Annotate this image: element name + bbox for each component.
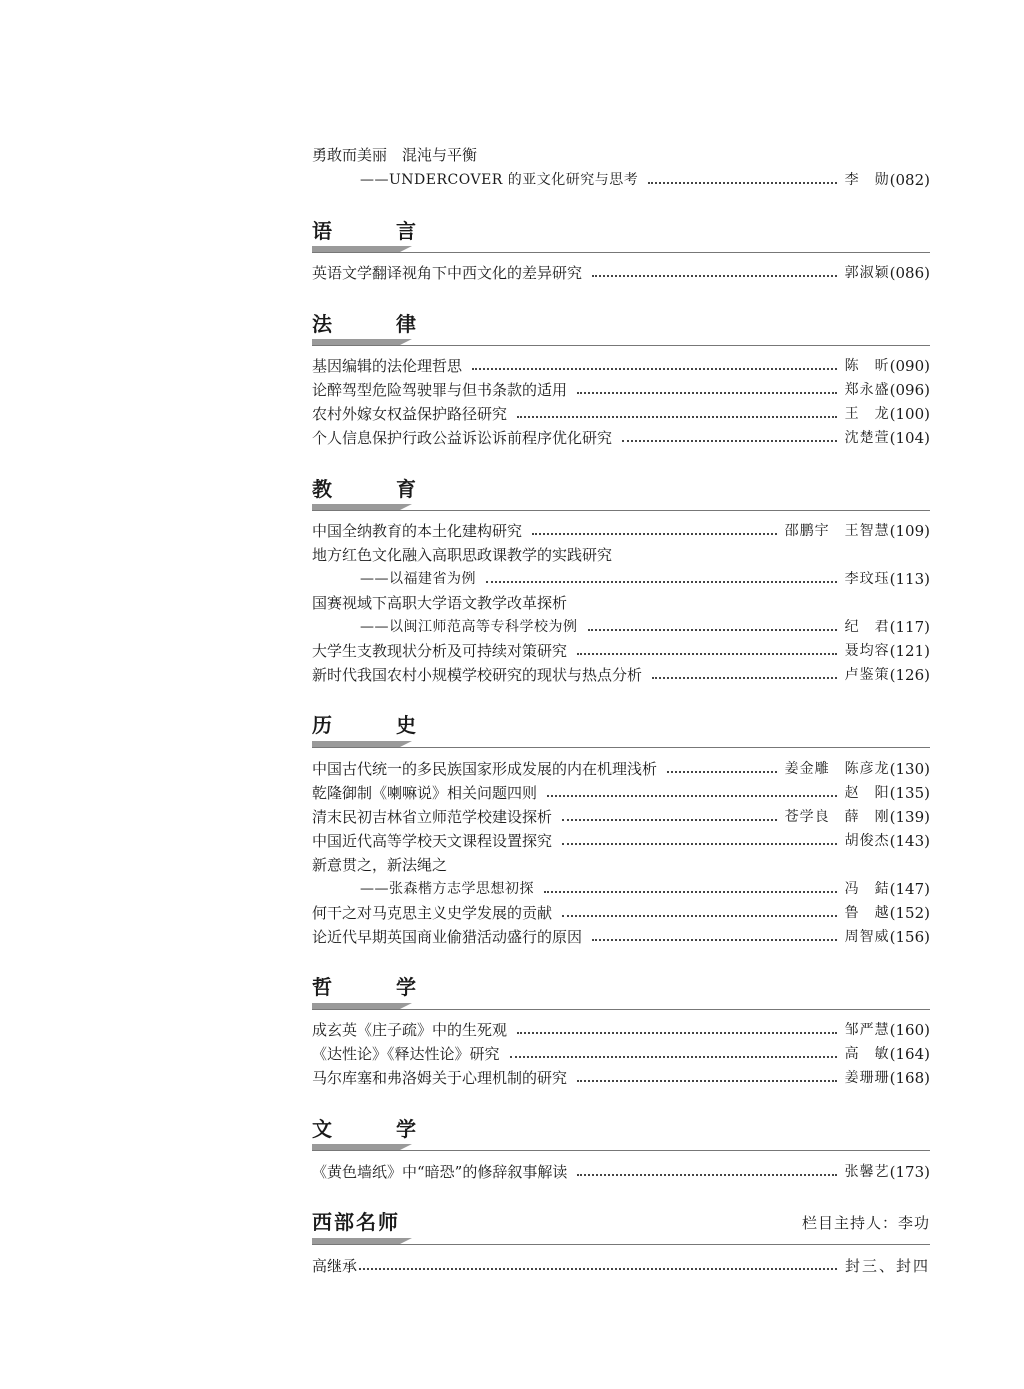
toc-entry[interactable] bbox=[312, 663, 930, 687]
entry-title: 成玄英《庄子疏》中的生死观 bbox=[312, 1021, 508, 1039]
dot-leader bbox=[592, 939, 837, 941]
section-rule bbox=[312, 246, 930, 254]
dot-leader bbox=[577, 653, 837, 655]
section-title-philosophy: 哲 学 bbox=[312, 975, 438, 999]
entry-title: 中国近代高等学校天文课程设置探究 bbox=[312, 832, 553, 850]
toc-entry[interactable] bbox=[312, 805, 930, 829]
entry-author: 姜金雕 陈彦龙 bbox=[784, 761, 890, 777]
toc-entry-sub[interactable] bbox=[312, 615, 930, 639]
entry-page: (126) bbox=[889, 666, 930, 684]
toc-entry[interactable] bbox=[312, 1160, 930, 1184]
section-title-education: 教 育 bbox=[312, 477, 438, 501]
entry-page: 封三、封四 bbox=[844, 1257, 930, 1275]
entry-title: 《达性论》《释达性论》研究 bbox=[312, 1045, 500, 1063]
entry-author: 聂均容 bbox=[844, 643, 890, 659]
entry-title: 新意贯之，新法绳之 bbox=[312, 856, 448, 874]
section-rule bbox=[312, 339, 930, 347]
entry-author: 冯 銡 bbox=[844, 881, 890, 897]
entry-title: 论醉驾型危险驾驶罪与但书条款的适用 bbox=[312, 381, 568, 399]
entry-page: (113) bbox=[889, 570, 930, 588]
toc-entry-intro-sub[interactable] bbox=[312, 168, 930, 192]
dot-leader bbox=[577, 1174, 836, 1176]
entry-author: 高 敏 bbox=[844, 1046, 890, 1062]
toc-entry[interactable] bbox=[312, 757, 930, 781]
entry-page: (135) bbox=[889, 784, 930, 802]
toc-entry[interactable] bbox=[312, 1018, 930, 1042]
entry-page: (152) bbox=[889, 904, 930, 922]
section-title-literature: 文 学 bbox=[312, 1117, 438, 1141]
entry-author: 李玟珏 bbox=[844, 571, 890, 587]
toc-entry[interactable] bbox=[312, 543, 930, 567]
entry-author: 邹严慧 bbox=[844, 1022, 890, 1038]
entry-title: 清末民初吉林省立师范学校建设探析 bbox=[312, 808, 553, 826]
dot-leader bbox=[648, 182, 836, 184]
entry-page: (164) bbox=[889, 1045, 930, 1063]
entry-author: 纪 君 bbox=[844, 619, 890, 635]
entry-title: 中国古代统一的多民族国家形成发展的内在机理浅析 bbox=[312, 760, 658, 778]
dot-leader bbox=[510, 1056, 837, 1058]
entry-page: (109) bbox=[889, 522, 930, 540]
entry-author: 胡俊杰 bbox=[844, 833, 890, 849]
toc-entry[interactable] bbox=[312, 781, 930, 805]
entry-title: 农村外嫁女权益保护路径研究 bbox=[312, 405, 508, 423]
toc-entry[interactable] bbox=[312, 354, 930, 378]
dot-leader bbox=[577, 392, 837, 394]
entry-subtitle: ——以闽江师范高等专科学校为例 bbox=[360, 619, 578, 635]
dot-leader bbox=[652, 677, 837, 679]
entry-author: 陈 昕 bbox=[844, 358, 890, 374]
toc-entry[interactable] bbox=[312, 829, 930, 853]
entry-author: 郑永盛 bbox=[844, 382, 890, 398]
entry-title: 论近代早期英国商业偷猎活动盛行的原因 bbox=[312, 928, 583, 946]
section-title-history: 历 史 bbox=[312, 713, 438, 737]
section-rule bbox=[312, 1144, 930, 1152]
toc-entry[interactable] bbox=[312, 591, 930, 615]
entry-page: (090) bbox=[889, 357, 930, 375]
toc-entry[interactable] bbox=[312, 1254, 930, 1278]
entry-author: 李 勋 bbox=[844, 172, 890, 188]
entry-title: 新时代我国农村小规模学校研究的现状与热点分析 bbox=[312, 666, 643, 684]
entry-page: (139) bbox=[889, 808, 930, 826]
entry-page: (086) bbox=[889, 264, 930, 282]
section-title-western-teachers: 西部名师 bbox=[312, 1210, 400, 1234]
section-title-language: 语 言 bbox=[312, 219, 438, 243]
dot-leader bbox=[622, 440, 837, 442]
entry-title: 基因编辑的法伦理哲思 bbox=[312, 357, 463, 375]
entry-title: 乾隆御制《喇嘛说》相关问题四则 bbox=[312, 784, 538, 802]
entry-title: 何干之对马克思主义史学发展的贡献 bbox=[312, 904, 553, 922]
entry-title: 个人信息保护行政公益诉讼诉前程序优化研究 bbox=[312, 429, 613, 447]
section-host: 栏目主持人：李功 bbox=[801, 1214, 930, 1232]
dot-leader bbox=[592, 275, 837, 277]
toc-entry[interactable] bbox=[312, 378, 930, 402]
dot-leader bbox=[577, 1080, 837, 1082]
dot-leader bbox=[562, 819, 777, 821]
entry-page: (173) bbox=[889, 1163, 930, 1181]
entry-page: (130) bbox=[889, 760, 930, 778]
entry-page: (100) bbox=[889, 405, 930, 423]
entry-page: (168) bbox=[889, 1069, 930, 1087]
entry-title: 《黄色墙纸》中“暗恐”的修辞叙事解读 bbox=[312, 1163, 568, 1181]
toc-entry-intro[interactable] bbox=[312, 143, 930, 167]
toc-entry[interactable] bbox=[312, 1066, 930, 1090]
entry-author: 沈楚萱 bbox=[844, 430, 890, 446]
entry-author: 周智威 bbox=[844, 929, 890, 945]
entry-author: 张馨艺 bbox=[844, 1164, 890, 1180]
dot-leader bbox=[359, 1268, 837, 1270]
toc-entry[interactable] bbox=[312, 925, 930, 949]
entry-page: (160) bbox=[889, 1021, 930, 1039]
entry-author: 邵鹏宇 王智慧 bbox=[784, 523, 890, 539]
toc-entry[interactable] bbox=[312, 1042, 930, 1066]
entry-page: (104) bbox=[889, 429, 930, 447]
entry-subtitle: ——张森楷方志学思想初探 bbox=[360, 881, 534, 897]
section-rule bbox=[312, 1003, 930, 1011]
dot-leader bbox=[544, 891, 837, 893]
entry-author: 姜珊珊 bbox=[844, 1070, 890, 1086]
entry-page: (143) bbox=[889, 832, 930, 850]
entry-page: (156) bbox=[889, 928, 930, 946]
entry-title: 勇敢而美丽 混沌与平衡 bbox=[312, 146, 478, 164]
entry-subtitle: ——以福建省为例 bbox=[360, 571, 476, 587]
section-rule bbox=[312, 504, 930, 512]
toc-entry[interactable] bbox=[312, 901, 930, 925]
toc-entry[interactable] bbox=[312, 519, 930, 543]
dot-leader bbox=[532, 533, 777, 535]
dot-leader bbox=[472, 368, 837, 370]
entry-author: 鲁 越 bbox=[844, 905, 890, 921]
toc-entry[interactable] bbox=[312, 402, 930, 426]
entry-title: 英语文学翻译视角下中西文化的差异研究 bbox=[312, 264, 583, 282]
entry-page: (117) bbox=[889, 618, 930, 636]
toc-entry[interactable] bbox=[312, 639, 930, 663]
dot-leader bbox=[667, 771, 777, 773]
dot-leader bbox=[486, 581, 837, 583]
entry-title: 中国全纳教育的本土化建构研究 bbox=[312, 522, 523, 540]
entry-author: 苍学良 薛 刚 bbox=[784, 809, 890, 825]
entry-title: 大学生支教现状分析及可持续对策研究 bbox=[312, 642, 568, 660]
entry-title: 高继承 bbox=[312, 1257, 358, 1275]
entry-page: (147) bbox=[889, 880, 930, 898]
entry-author: 卢鉴策 bbox=[844, 667, 890, 683]
section-title-law: 法 律 bbox=[312, 312, 438, 336]
entry-subtitle: ——UNDERCOVER 的亚文化研究与思考 bbox=[360, 172, 639, 188]
toc-entry[interactable] bbox=[312, 261, 930, 285]
entry-page: (096) bbox=[889, 381, 930, 399]
entry-author: 郭淑颖 bbox=[844, 265, 890, 281]
dot-leader bbox=[562, 843, 837, 845]
dot-leader bbox=[517, 416, 837, 418]
toc-entry[interactable] bbox=[312, 426, 930, 450]
entry-page: (121) bbox=[889, 642, 930, 660]
dot-leader bbox=[517, 1032, 837, 1034]
dot-leader bbox=[562, 915, 837, 917]
toc-entry-sub[interactable] bbox=[312, 877, 930, 901]
entry-page: (082) bbox=[889, 171, 930, 189]
toc-entry-sub[interactable] bbox=[312, 567, 930, 591]
toc-entry[interactable] bbox=[312, 853, 930, 877]
section-rule bbox=[312, 1238, 930, 1246]
entry-title: 马尔库塞和弗洛姆关于心理机制的研究 bbox=[312, 1069, 568, 1087]
entry-author: 赵 阳 bbox=[844, 785, 890, 801]
dot-leader bbox=[588, 629, 837, 631]
section-rule bbox=[312, 741, 930, 749]
dot-leader bbox=[547, 795, 837, 797]
entry-author: 王 龙 bbox=[844, 406, 890, 422]
entry-title: 国赛视域下高职大学语文教学改革探析 bbox=[312, 594, 568, 612]
entry-title: 地方红色文化融入高职思政课教学的实践研究 bbox=[312, 546, 613, 564]
